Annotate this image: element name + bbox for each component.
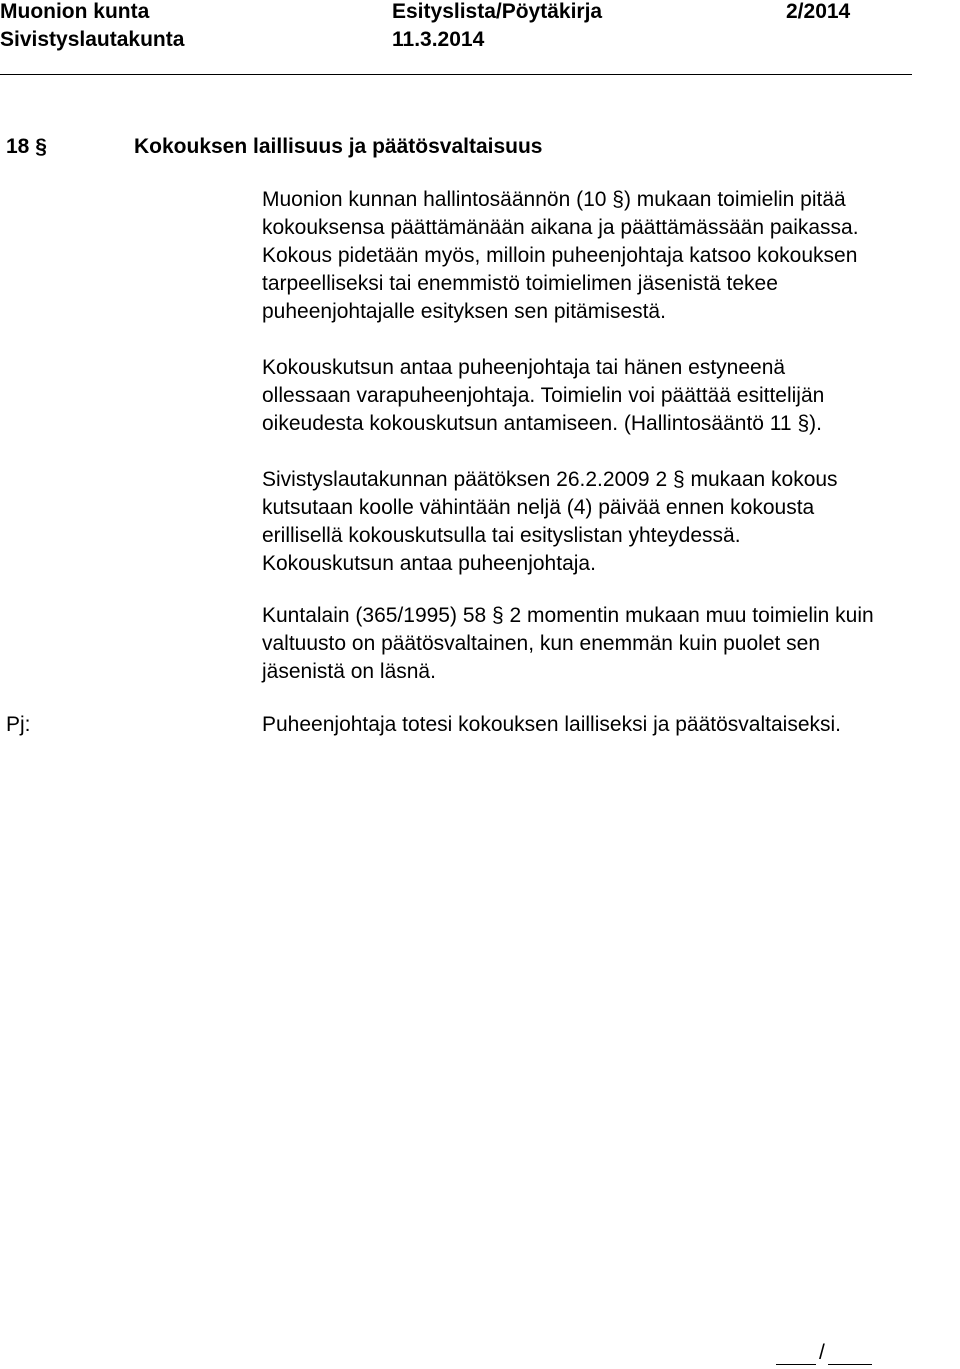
text-line: ollessaan varapuheenjohtaja. Toimielin voi päättää esittelijän bbox=[262, 384, 825, 407]
text-line: puheenjohtajalle esityksen sen pitämisestä. bbox=[262, 300, 666, 323]
text-line: Kuntalain (365/1995) 58 § 2 momentin mukaan muu toimielin kuin bbox=[262, 604, 874, 627]
decision-text: Puheenjohtaja totesi kokouksen lailliseksi ja päätösvaltaiseksi. bbox=[262, 713, 841, 736]
text-line: Kokous pidetään myös, milloin puheenjohtaja katsoo kokouksen bbox=[262, 244, 858, 267]
initials-field bbox=[776, 1340, 876, 1366]
initials-separator: / bbox=[819, 1341, 825, 1364]
meeting-date: 11.3.2014 bbox=[392, 28, 485, 51]
text-line: kutsutaan koolle vähintään neljä (4) päivää ennen kokousta bbox=[262, 496, 815, 519]
text-line: Kokouskutsun antaa puheenjohtaja. bbox=[262, 552, 596, 575]
initials-blank-left bbox=[776, 1340, 816, 1365]
text-line: Kokouskutsun antaa puheenjohtaja tai hänen estyneenä bbox=[262, 356, 786, 379]
document-type: Esityslista/Pöytäkirja bbox=[392, 0, 603, 23]
text-line: jäsenistä on läsnä. bbox=[262, 660, 436, 683]
paragraph-board-decision bbox=[262, 466, 838, 578]
text-line: kokouksensa päättämänään aikana ja päättämässään paikassa. bbox=[262, 216, 859, 239]
text-line: Sivistyslautakunnan päätöksen 26.2.2009 2 § mukaan kokous bbox=[262, 468, 838, 491]
board-name: Sivistyslautakunta bbox=[0, 28, 185, 51]
text-line: Muonion kunnan hallintosäännön (10 §) mukaan toimielin pitää bbox=[262, 188, 846, 211]
section-number: 18 § bbox=[6, 135, 47, 158]
paragraph-invitation bbox=[262, 354, 824, 438]
paragraph-meeting-schedule bbox=[262, 186, 859, 326]
paragraph-quorum-law bbox=[262, 602, 874, 686]
text-line: erillisellä kokouskutsulla tai esityslistan yhteydessä. bbox=[262, 524, 741, 547]
initials-blank-right bbox=[828, 1340, 872, 1365]
section-title: Kokouksen laillisuus ja päätösvaltaisuus bbox=[134, 135, 543, 158]
document-number: 2/2014 bbox=[786, 0, 851, 23]
text-line: oikeudesta kokouskutsun antamiseen. (Hallintosääntö 11 §). bbox=[262, 412, 822, 435]
decision-label: Pj: bbox=[6, 713, 31, 736]
text-line: tarpeelliseksi tai enemmistö toimielimen jäsenistä tekee bbox=[262, 272, 778, 295]
organization-name: Muonion kunta bbox=[0, 0, 150, 23]
text-line: valtuusto on päätösvaltainen, kun enemmän kuin puolet sen bbox=[262, 632, 821, 655]
header-divider bbox=[0, 74, 912, 75]
